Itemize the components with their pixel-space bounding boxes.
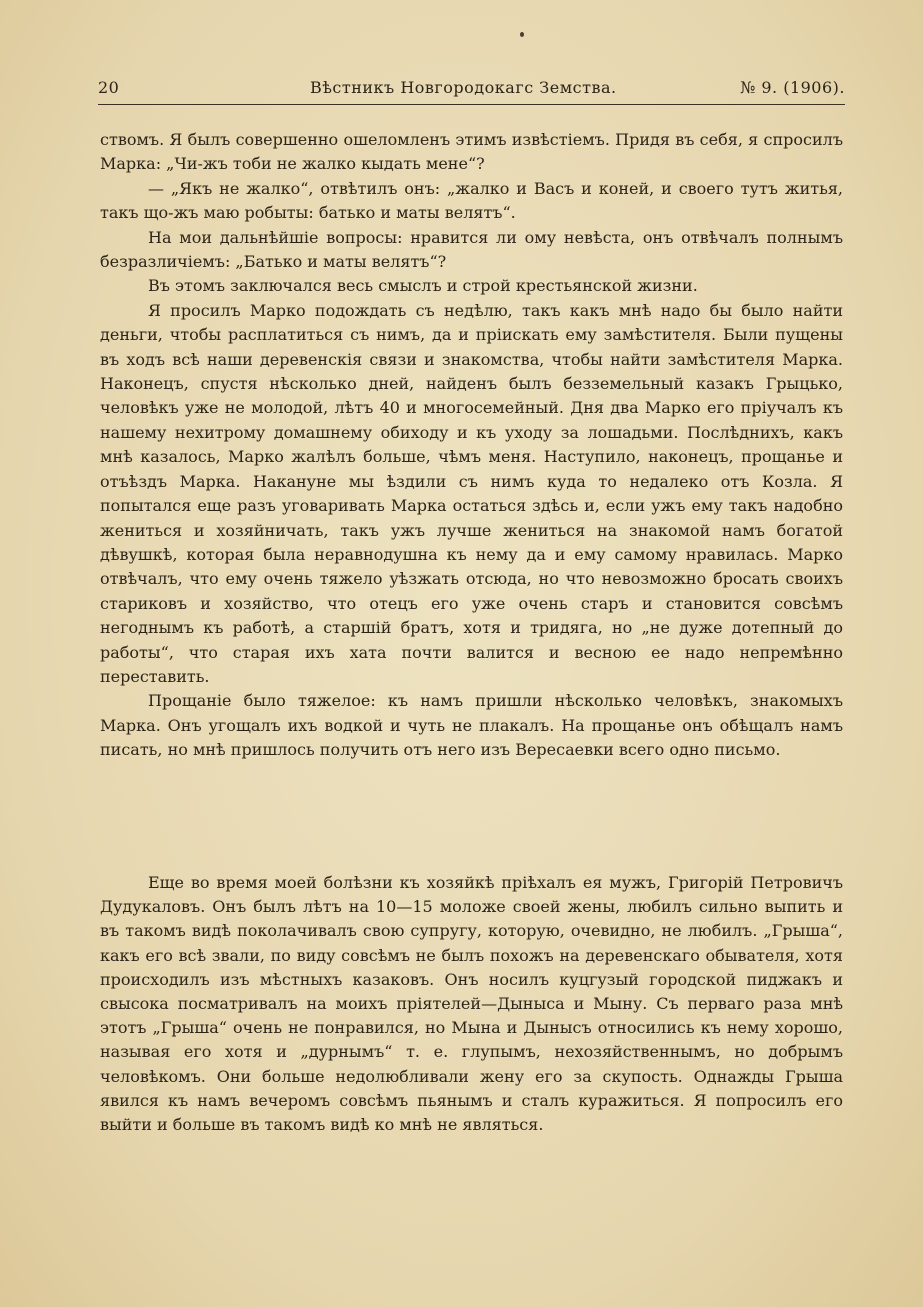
paragraph: Въ этомъ заключался весь смыслъ и строй крестьянской жизни.	[148, 276, 698, 296]
body-text-section-2	[100, 871, 843, 1137]
paragraph: Еще во время моей болѣзни къ хозяйкѣ пріѣхалъ ея мужъ, Григорій Петровичъ Дудукаловъ. Онъ былъ лѣтъ на 10—15 моложе своей жены, любилъ сильно выпить и въ такомъ видѣ поколачивалъ свою супругу, которую, очевидно, не любилъ. „Грыша“, какъ его всѣ звали, по виду совсѣмъ не былъ похожъ на деревенскаго обывателя, хотя происходилъ изъ мѣстныхъ казаковъ. Онъ носилъ куцгузый городской пиджакъ и свысока посматривалъ на моихъ пріятелей—Дыныса и Мыну. Съ перваго раза мнѣ этотъ „Грыша“ очень не понравился, но Мына и Дынысъ относились къ нему хорошо, называя его хотя и „дурнымъ“ т. е. глупымъ, нехозяйственнымъ, но добрымъ человѣкомъ. Они больше недолюбливали жену его за скупость. Однажды Грыша явился къ намъ вечеромъ совсѣмъ пьянымъ и сталъ куражиться. Я попросилъ его выйти и больше въ такомъ видѣ ко мнѣ не являться.	[100, 873, 843, 1135]
paragraph: Я просилъ Марко подождать съ недѣлю, такъ какъ мнѣ надо бы было найти деньги, чтобы расплатиться съ нимъ, да и пріискать ему замѣстителя. Были пущены въ ходъ всѣ наши деревенскія связи и знакомства, чтобы найти замѣстителя Марка. Наконецъ, спустя нѣсколько дней, найденъ былъ безземельный казакъ Грыцько, человѣкъ уже не молодой, лѣтъ 40 и многосемейный. Дня два Марко его пріучалъ къ нашему нехитрому домашнему обиходу и къ уходу за лошадьми. Послѣднихъ, какъ мнѣ казалось, Марко жалѣлъ больше, чѣмъ меня. Наступило, наконецъ, прощанье и отъѣздъ Марка. Накануне мы ѣздили съ нимъ куда то недалеко отъ Козла. Я попытался еще разъ уговаривать Марка остаться здѣсь и, если ужъ ему такъ надобно жениться и хозяйничать, такъ ужъ лучше жениться на знакомой намъ богатой дѣвушкѣ, которая была неравнодушна къ нему да и ему самому нравилась. Марко отвѣчалъ, что ему очень тяжело уѣзжать отсюда, но что невозможно бросать своихъ стариковъ и хозяйство, что отецъ его уже очень старъ и становится совсѣмъ негоднымъ къ работѣ, а старшій братъ, хотя и тридяга, но „не дуже дотепный до работы“, что старая ихъ хата почти валится и весною ее надо непремѣнно переставить.	[100, 300, 843, 686]
running-header	[98, 78, 845, 104]
paragraph: Прощаніе было тяжелое: къ намъ пришли нѣсколько человѣкъ, знакомыхъ Марка. Онъ угощалъ ихъ водкой и чуть не плакалъ. На прощанье онъ обѣщалъ намъ писать, но мнѣ пришлось получить отъ него изъ Вересаевки всего одно письмо.	[100, 691, 843, 760]
paragraph: На мои дальнѣйшіе вопросы: нравится ли ому невѣста, онъ отвѣчалъ полнымъ безразличіемъ: „Батько и маты велятъ“?	[100, 227, 843, 272]
paragraph: ствомъ. Я былъ совершенно ошеломленъ этимъ извѣстіемъ. Придя въ себя, я спросилъ Марка: „Чи-жъ тоби не жалко кыдать мене“?	[100, 130, 843, 174]
paragraph: — „Якъ не жалко“, отвѣтилъ онъ: „жалко и Васъ и коней, и своего тутъ житья, такъ що-жъ маю робыты: батько и маты велятъ“.	[100, 178, 843, 223]
header-rule	[98, 104, 845, 105]
journal-title: Вѣстникъ Новгородокагс Земства.	[310, 78, 617, 97]
issue-number: № 9. (1906).	[740, 78, 845, 97]
body-text	[100, 128, 843, 763]
page-number: 20	[98, 78, 120, 97]
ink-speck	[520, 32, 524, 37]
